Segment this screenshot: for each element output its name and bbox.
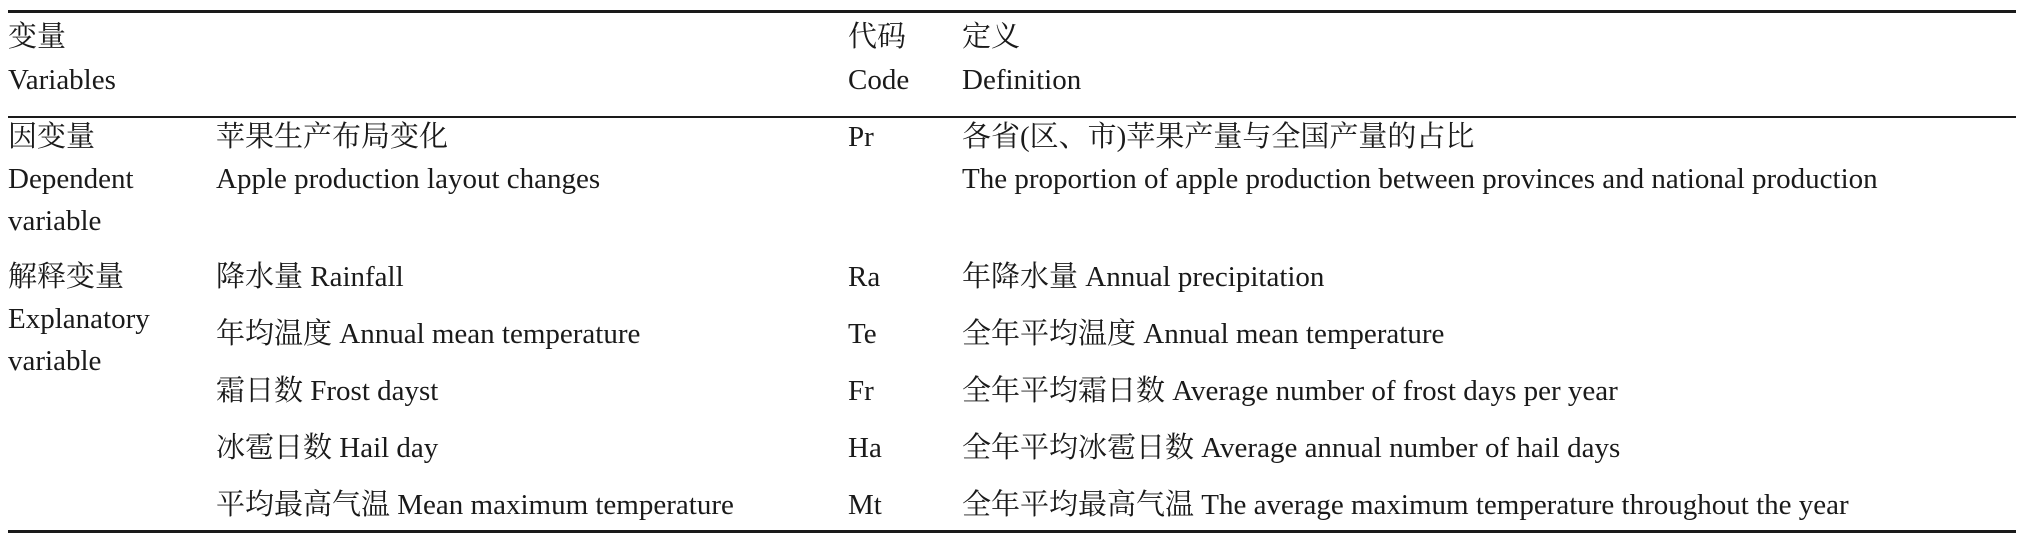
explanatory-group-en-2: variable [8,345,102,377]
header-definition-zh: 定义 [962,21,1021,53]
explanatory-row-2-definition: 全年平均温度 Annual mean temperature [962,318,1445,350]
explanatory-row-2-code: Te [848,318,877,350]
table-bottom-rule [8,530,2016,533]
explanatory-row-4-definition: 全年平均冰雹日数 Average annual number of hail days [962,432,1621,464]
explanatory-row-1-code: Ra [848,261,881,293]
header-code-en: Code [848,64,910,96]
explanatory-row-3-code: Fr [848,375,874,407]
header-definition-en: Definition [962,64,1082,96]
explanatory-row-1-definition: 年降水量 Annual precipitation [962,261,1325,293]
dependent-name-zh: 苹果生产布局变化 [216,121,449,153]
dependent-group-zh: 因变量 [8,121,96,153]
explanatory-row-2-name: 年均温度 Annual mean temperature [216,318,641,350]
explanatory-row-5-code: Mt [848,489,882,521]
dependent-definition-en: The proportion of apple production between provinces and national production [962,163,1878,195]
table-top-rule [8,10,2016,13]
explanatory-row-5-definition: 全年平均最高气温 The average maximum temperature throughout the year [962,489,1849,521]
header-variables-en: Variables [8,64,116,96]
explanatory-row-4-name: 冰雹日数 Hail day [216,432,439,464]
header-variables-zh: 变量 [8,21,67,53]
explanatory-row-4-code: Ha [848,432,882,464]
header-code-zh: 代码 [848,21,907,53]
explanatory-row-1-name: 降水量 Rainfall [216,261,404,293]
dependent-definition-zh: 各省(区、市)苹果产量与全国产量的占比 [962,121,1475,153]
explanatory-row-3-name: 霜日数 Frost dayst [216,375,439,407]
dependent-code: Pr [848,121,874,153]
dependent-group-en-1: Dependent [8,163,134,195]
explanatory-row-5-name: 平均最高气温 Mean maximum temperature [216,489,734,521]
explanatory-group-zh: 解释变量 [8,261,125,293]
explanatory-group-en-1: Explanatory [8,303,150,335]
explanatory-row-3-definition: 全年平均霜日数 Average number of frost days per year [962,375,1618,407]
dependent-group-en-2: variable [8,205,102,237]
dependent-name-en: Apple production layout changes [216,163,601,195]
